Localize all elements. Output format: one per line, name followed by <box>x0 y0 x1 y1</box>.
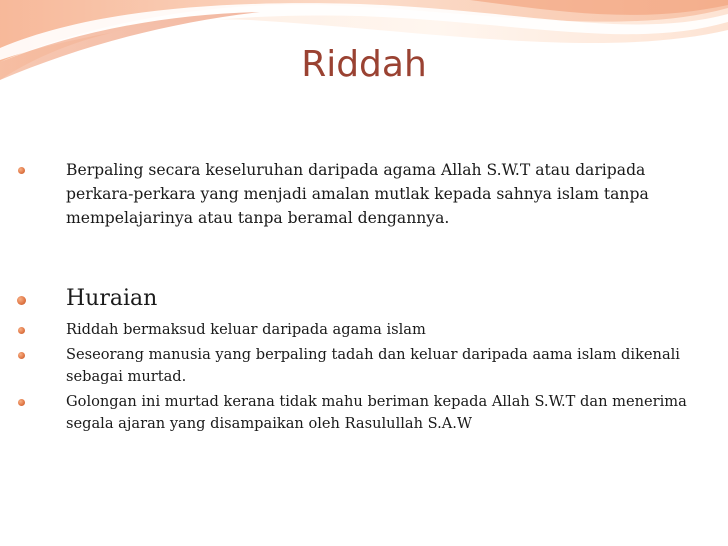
bullet-dot-icon <box>18 327 25 334</box>
bullet-dot-icon <box>18 167 25 174</box>
sub-bullet-text: Riddah bermaksud keluar daripada agama islam <box>66 321 426 338</box>
section-heading: Huraian <box>66 286 158 311</box>
slide-title-text: Riddah <box>301 44 427 85</box>
bullet-dot-icon <box>18 352 25 359</box>
main-bullet-text: Berpaling secara keseluruhan daripada agama Allah S.W.T atau daripada perkara-perkara yang menjadi amalan mutlak kepada sahnya islam tanpa mempelajarinya atau tanpa beramal dengannya. <box>66 161 649 227</box>
bullet-dot-icon <box>17 296 26 305</box>
sub-bullet-text: Seseorang manusia yang berpaling tadah dan keluar daripada aama islam dikenali sebagai murtad. <box>66 346 680 385</box>
bullet-dot-icon <box>18 399 25 406</box>
sub-bullet-text: Golongan ini murtad kerana tidak mahu beriman kepada Allah S.W.T dan menerima segala ajaran yang disampaikan oleh Rasulullah S.A.W <box>66 393 687 432</box>
